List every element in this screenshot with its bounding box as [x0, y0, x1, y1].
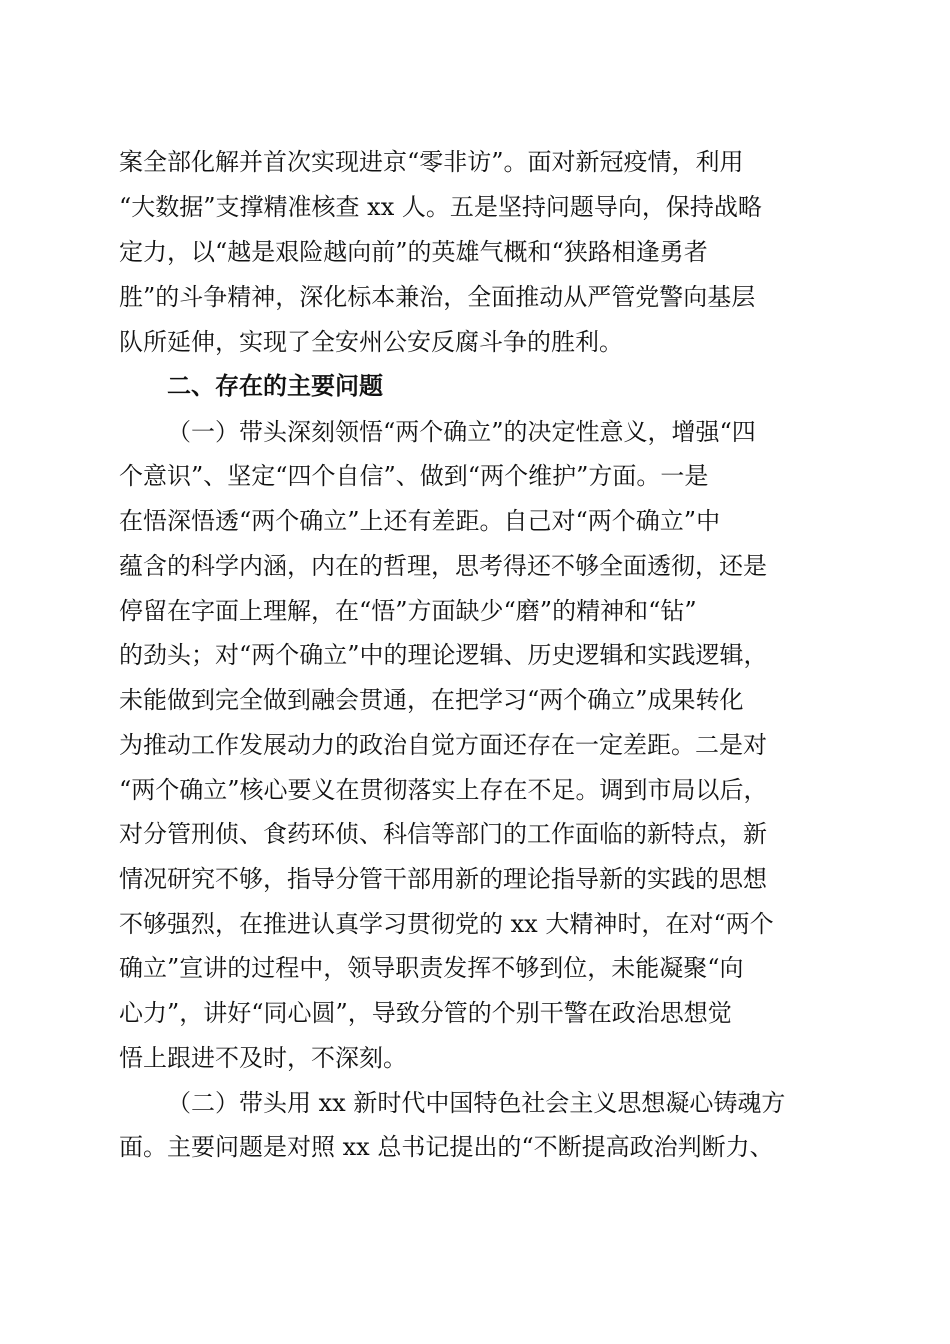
- paragraph-line: 确立”宣讲的过程中，领导职责发挥不够到位，未能凝聚“向: [119, 954, 744, 982]
- paragraph-line: 队所延伸，实现了全安州公安反腐斗争的胜利。: [119, 328, 623, 356]
- paragraph-line: 停留在字面上理解，在“悟”方面缺少“磨”的精神和“钻”: [119, 597, 697, 625]
- section-heading: 二、存在的主要问题: [167, 372, 383, 400]
- paragraph-line: 对分管刑侦、食药环侦、科信等部门的工作面临的新特点，新: [119, 820, 767, 848]
- paragraph-line: 情况研究不够，指导分管干部用新的理论指导新的实践的思想: [119, 865, 767, 893]
- paragraph-line: “大数据”支撑精准核查 xx 人。五是坚持问题导向，保持战略: [119, 193, 762, 221]
- paragraph-line: （一）带头深刻领悟“两个确立”的决定性意义，增强“四: [167, 418, 756, 446]
- paragraph-line: 面。主要问题是对照 xx 总书记提出的“不断提高政治判断力、: [119, 1133, 774, 1161]
- paragraph-line: 悟上跟进不及时，不深刻。: [119, 1044, 407, 1072]
- paragraph-line: 蕴含的科学内涵，内在的哲理，思考得还不够全面透彻，还是: [119, 552, 767, 580]
- paragraph-line: 个意识”、坚定“四个自信”、做到“两个维护”方面。一是: [119, 462, 709, 490]
- paragraph-line: 在悟深悟透“两个确立”上还有差距。自己对“两个确立”中: [119, 507, 721, 535]
- paragraph-line: 未能做到完全做到融会贯通，在把学习“两个确立”成果转化: [119, 686, 744, 714]
- paragraph-line: 胜”的斗争精神，深化标本兼治，全面推动从严管党警向基层: [119, 283, 756, 311]
- paragraph-line: 心力”，讲好“同心圆”，导致分管的个别干警在政治思想觉: [119, 999, 732, 1027]
- paragraph-line: 的劲头；对“两个确立”中的理论逻辑、历史逻辑和实践逻辑，: [119, 641, 768, 669]
- paragraph-line: 为推动工作发展动力的政治自觉方面还存在一定差距。二是对: [119, 731, 767, 759]
- paragraph-line: 不够强烈，在推进认真学习贯彻党的 xx 大精神时，在对“两个: [119, 910, 774, 938]
- paragraph-line: （二）带头用 xx 新时代中国特色社会主义思想凝心铸魂方: [167, 1089, 786, 1117]
- paragraph-line: “两个确立”核心要义在贯彻落实上存在不足。调到市局以后，: [119, 776, 768, 804]
- paragraph-line: 案全部化解并首次实现进京“零非访”。面对新冠疫情，利用: [119, 148, 744, 176]
- paragraph-line: 定力，以“越是艰险越向前”的英雄气概和“狭路相逢勇者: [119, 238, 708, 266]
